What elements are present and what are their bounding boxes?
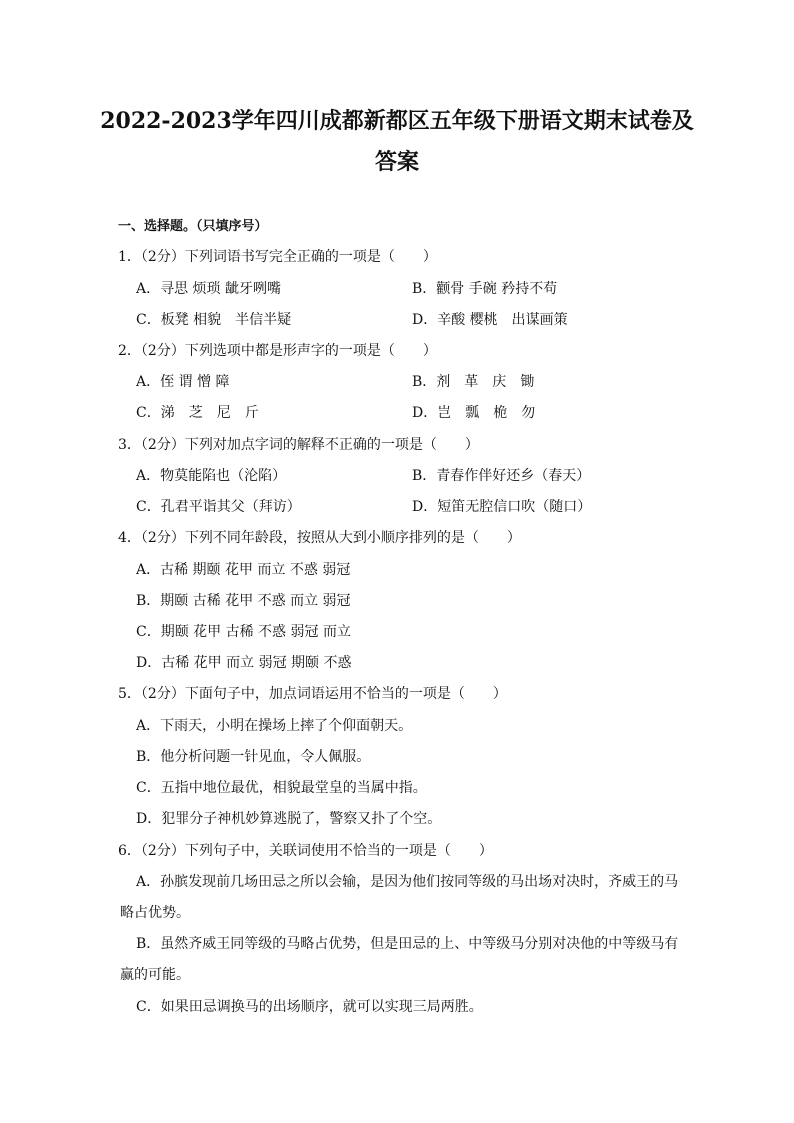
question-5-option-d: D．犯罪分子神机妙算逃脱了，警察又扑了个空。 bbox=[136, 811, 442, 827]
question-2-stem: 2．（2分）下列选项中都是形声字的一项是（ ） bbox=[118, 343, 437, 359]
question-1-stem: 1．（2分）下列词语书写完全正确的一项是（ ） bbox=[118, 249, 437, 265]
section-heading: 一、选择题。（只填序号） bbox=[118, 219, 268, 234]
question-5-option-c: C．五指中地位最优，相貌最堂皇的当属中指。 bbox=[136, 780, 427, 796]
question-1-option-d: D．辛酸 樱桃 出谋画策 bbox=[412, 312, 568, 328]
question-4-option-c: C．期颐 花甲 古稀 不惑 弱冠 而立 bbox=[136, 624, 351, 640]
page-title: 2022-2023学年四川成都新都区五年级下册语文期末试卷及 bbox=[100, 108, 694, 134]
question-1-option-c: C．板凳 相貌 半信半疑 bbox=[136, 312, 292, 328]
question-4-option-b: B．期颐 古稀 花甲 不惑 而立 弱冠 bbox=[136, 593, 351, 609]
question-6-option-a-continued: 略占优势。 bbox=[120, 905, 190, 921]
question-3-option-c: C．孔君平诣其父（拜访） bbox=[136, 499, 301, 515]
question-1-option-b: B．颧骨 手碗 矜持不苟 bbox=[412, 281, 558, 297]
question-2-option-c: C．涕 芝 尼 斤 bbox=[136, 405, 259, 421]
question-4-stem: 4．（2分）下列不同年龄段，按照从大到小顺序排列的是（ ） bbox=[118, 530, 521, 546]
question-2-option-d: D．岂 瓢 桅 勿 bbox=[412, 405, 536, 421]
question-6-stem: 6．（2分）下列句子中，关联词使用不恰当的一项是（ ） bbox=[118, 843, 493, 859]
question-6-option-a: A．孙膑发现前几场田忌之所以会输，是因为他们按同等级的马出场对决时，齐威王的马 bbox=[136, 874, 679, 890]
question-5-stem: 5．（2分）下面句子中，加点词语运用不恰当的一项是（ ） bbox=[118, 686, 507, 702]
question-4-option-a: A．古稀 期颐 花甲 而立 不惑 弱冠 bbox=[136, 562, 351, 578]
question-4-option-d: D．古稀 花甲 而立 弱冠 期颐 不惑 bbox=[136, 655, 352, 671]
question-1-option-a: A．寻思 烦琐 龇牙咧嘴 bbox=[136, 281, 282, 297]
question-5-option-b: B．他分析问题一针见血，令人佩服。 bbox=[136, 749, 371, 765]
question-3-option-b: B．青春作伴好还乡（春天） bbox=[412, 468, 591, 484]
question-3-option-a: A．物莫能陷也（沦陷） bbox=[136, 468, 287, 484]
question-6-option-b: B．虽然齐威王同等级的马略占优势，但是田忌的上、中等级马分别对决他的中等级马有 bbox=[136, 936, 679, 952]
page-title-continued: 答案 bbox=[374, 149, 419, 175]
question-2-option-a: A．侄 谓 憎 障 bbox=[136, 374, 230, 390]
question-3-option-d: D．短笛无腔信口吹（随口） bbox=[412, 499, 592, 515]
question-6-option-c: C．如果田忌调换马的出场顺序，就可以实现三局两胜。 bbox=[136, 999, 483, 1015]
question-5-option-a: A．下雨天，小明在操场上摔了个仰面朝天。 bbox=[136, 718, 413, 734]
question-6-option-b-continued: 赢的可能。 bbox=[120, 967, 190, 983]
question-3-stem: 3．（2分）下列对加点字词的解释不正确的一项是（ ） bbox=[118, 437, 479, 453]
question-2-option-b: B．剂 革 庆 锄 bbox=[412, 374, 535, 390]
